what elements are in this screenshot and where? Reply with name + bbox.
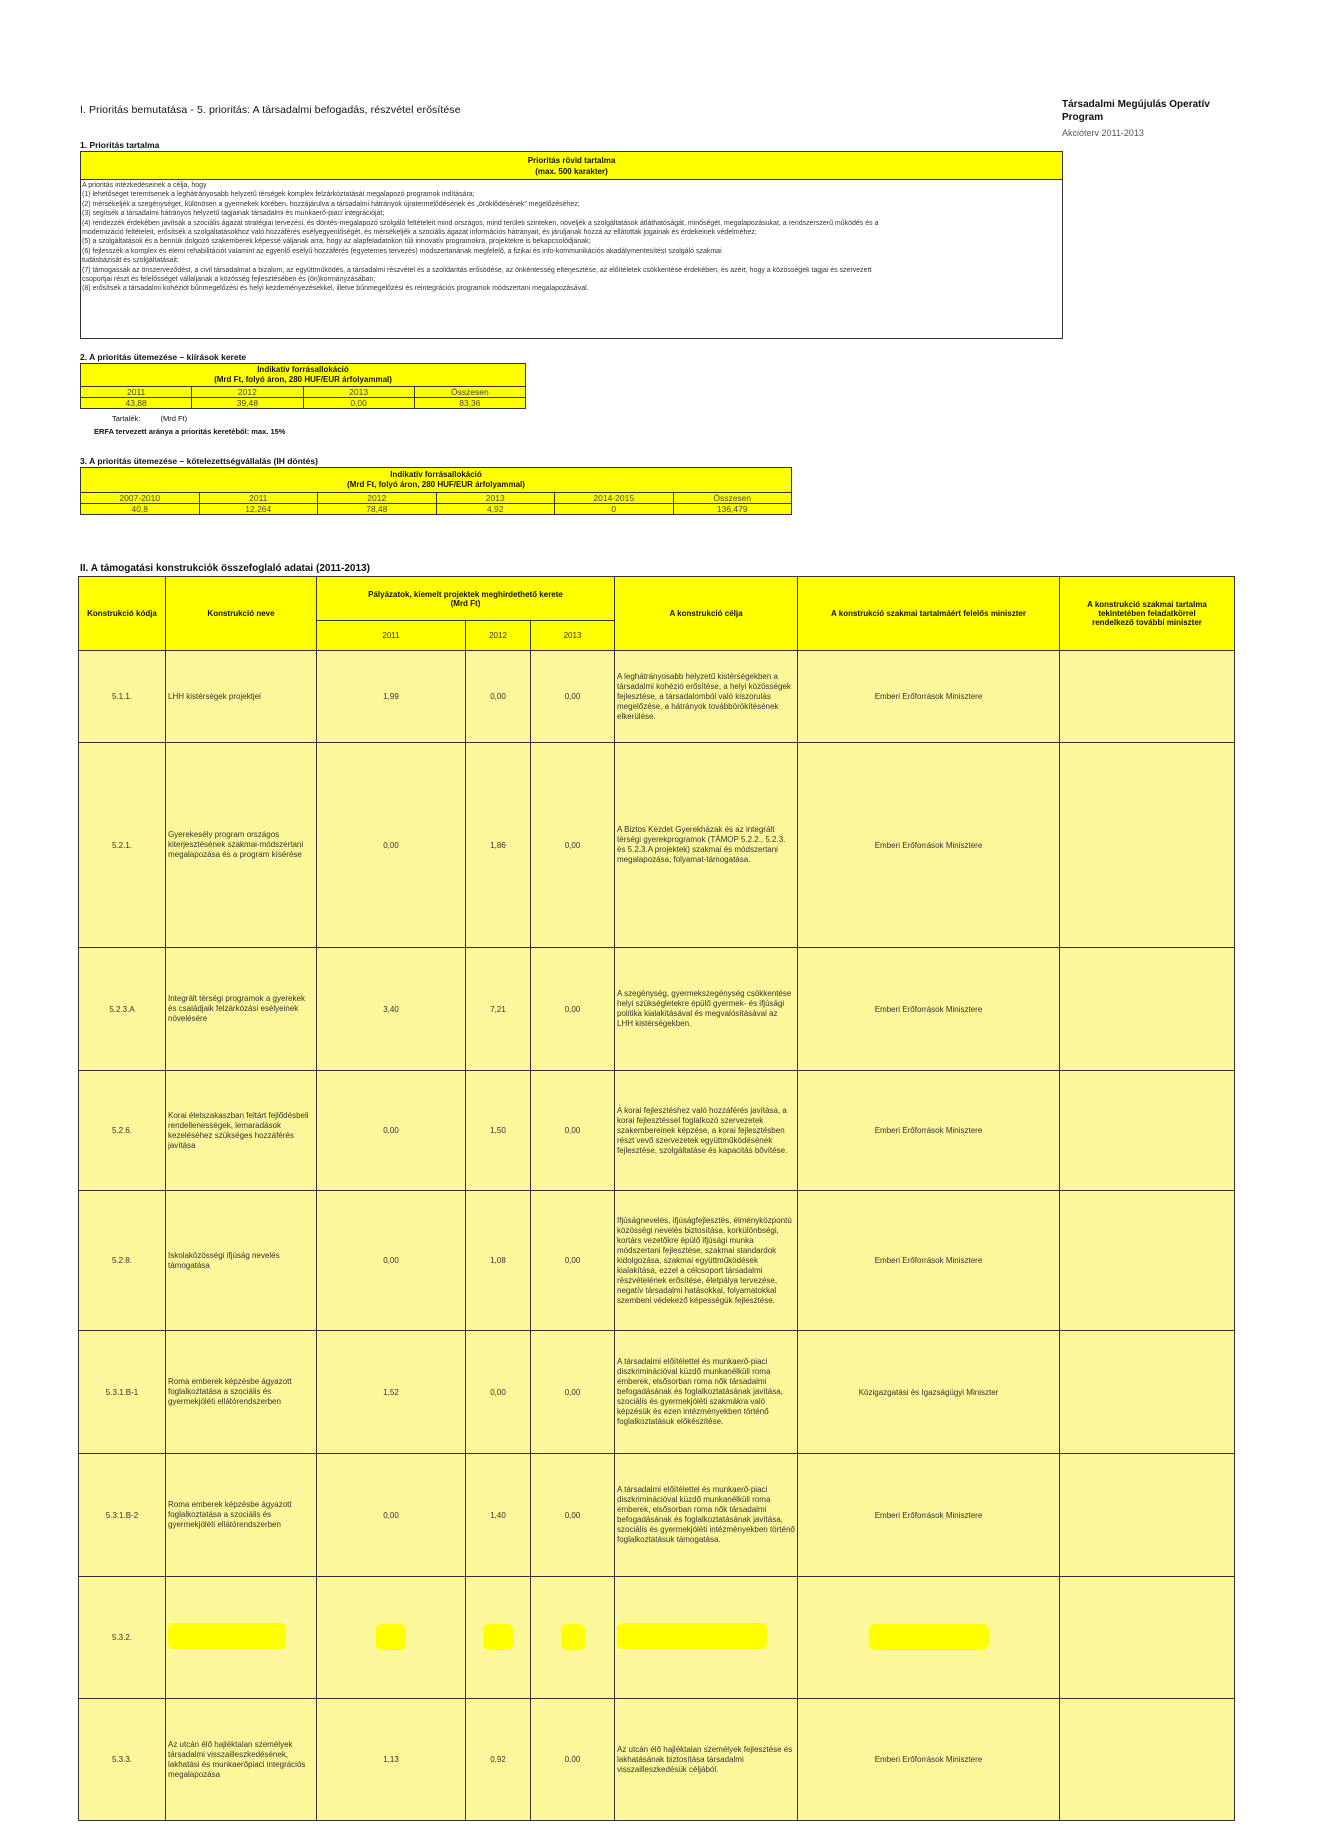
other-minister bbox=[1060, 1577, 1235, 1699]
frame-2013: 0,00 bbox=[531, 1699, 615, 1821]
section3-value: 78,48 bbox=[318, 504, 437, 515]
redacted-block bbox=[869, 1624, 989, 1650]
frame-2011: 1,13 bbox=[317, 1699, 466, 1821]
construction-code: 5.2.3.A bbox=[79, 948, 166, 1071]
priority-summary-line: (4) rendezzék érdekében javítsák a szociális ágazat stratégiai tervezési, és döntés-megalapozó szolgáló feltételeit mind országos, mind területi szinteken, növeljék a szolgáltatások átláthatóságát, minőségét, megalapozásukat, a rendszerszerű működés és a bbox=[82, 219, 879, 227]
col-header-code: Konstrukció kódja bbox=[79, 577, 166, 651]
priority-summary-line: tudásbázisát és szolgáltatásait; bbox=[82, 257, 179, 265]
priority-summary-line: modernizáció feltételeit, erősítsék a szolgáltatásokhoz való hozzáférés esélyegyenlőségét, és mérsékeljék a szociális ágazat információs hátrányait, és járuljanak hozzá az ellátottak jogainak és érdekeinek védelméhez; bbox=[82, 229, 757, 237]
col-header-other-3: rendelkező további miniszter bbox=[1092, 618, 1202, 627]
col-header-frame-2: (Mrd Ft) bbox=[450, 598, 481, 608]
section2-value: 83,36 bbox=[414, 398, 525, 409]
frame-2011: 0,00 bbox=[317, 743, 466, 948]
frame-2011 bbox=[317, 1577, 466, 1699]
priority-summary-line: (6) fejlesszék a komplex és elemi rehabilitációt valamint az egyenlő esélyű hozzáférés (egyetemes tervezés) módszertanának megfelelő, a fizikai és info-kommunikációs akadálymentesítést szolgáló szakmai bbox=[82, 247, 722, 255]
table-row bbox=[79, 1577, 1235, 1699]
frame-2011: 1,52 bbox=[317, 1331, 466, 1454]
section2-table-title bbox=[81, 364, 526, 387]
priority-summary-line: A prioritás intézkedéseinek a célja, hogy bbox=[82, 182, 207, 189]
constructions-table bbox=[78, 576, 1235, 1821]
col-header-goal: A konstrukció célja bbox=[615, 577, 798, 651]
col-header-frame-1: Pályázatok, kiemelt projektek meghirdethető kerete bbox=[368, 589, 563, 599]
table-row bbox=[79, 948, 1235, 1071]
frame-2012: 1,86 bbox=[466, 743, 531, 948]
col-header-name: Konstrukció neve bbox=[166, 577, 317, 651]
priority-summary-text bbox=[81, 180, 1062, 295]
construction-goal: A társadalmi előítélettel és munkaerő-piaci diszkriminációval küzdő munkanélküli roma emberek, elsősorban roma nők társadalmi befogadásának és foglalkoztatásának javítása, szociális és gyermekjóléti intézményekben történő foglalkoztatásuk támogatása. bbox=[615, 1454, 798, 1577]
priority-summary-line: (2) mérsékeljék a szegénységet, különösen a gyermekek körében, hozzájárulva a társadalmi hátrányok újratermelődésének és „öröklődésének” megelőzéséhez; bbox=[82, 200, 580, 208]
table-row bbox=[79, 1191, 1235, 1331]
section3-table-title bbox=[81, 468, 792, 493]
redacted-block bbox=[168, 1623, 286, 1649]
frame-2012 bbox=[466, 1577, 531, 1699]
frame-2011: 0,00 bbox=[317, 1454, 466, 1577]
table-row bbox=[79, 1454, 1235, 1577]
responsible-minister: Közigazgatási és Igazságügyi Miniszter bbox=[798, 1331, 1060, 1454]
other-minister bbox=[1060, 1454, 1235, 1577]
reserve-unit: (Mrd Ft) bbox=[160, 414, 188, 423]
priority-summary-line: (8) erősítsék a társadalmi kohéziót bűnmegelőzési és helyi kezdeményezésekkel, illetve bűnmegelőzési és reintegrációs programok módszertani megalapozásával. bbox=[82, 285, 589, 293]
erfa-note: ERFA tervezett aránya a prioritás keretéből: max. 15% bbox=[94, 427, 286, 436]
priority-summary-line: (3) segítsék a társadalmi hátrányos helyzetű tagjainak társadalmi és munkaerő-piaci integrációját; bbox=[82, 210, 385, 218]
section3-value: 0 bbox=[555, 504, 674, 515]
section2-title-1: Indikatív forrásallokáció bbox=[257, 365, 349, 374]
col-header-year-2011: 2011 bbox=[317, 621, 466, 651]
frame-2012: 1,50 bbox=[466, 1071, 531, 1191]
frame-2012: 0,00 bbox=[466, 1331, 531, 1454]
construction-goal: A korai fejlesztéshez való hozzáférés javítása, a korai fejlesztéssel foglalkozó szervezetek szakembereinek képzése, a korai fejlesztésben részt vevő szervezetek együttműködésének fejlesztése, szolgáltatáse és kapacitás bővítése. bbox=[615, 1071, 798, 1191]
construction-code: 5.1.1. bbox=[79, 651, 166, 743]
responsible-minister: Emberi Erőforrások Minisztere bbox=[798, 1071, 1060, 1191]
section2-col-header: 2013 bbox=[303, 387, 414, 398]
construction-name: Iskolaközösségi ifjúság nevelés támogatása bbox=[166, 1191, 317, 1331]
other-minister bbox=[1060, 1191, 1235, 1331]
other-minister bbox=[1060, 1071, 1235, 1191]
responsible-minister: Emberi Erőforrások Minisztere bbox=[798, 1699, 1060, 1821]
section3-heading: 3. A prioritás ütemezése – kötelezettségvállalás (IH döntés) bbox=[80, 456, 318, 466]
frame-2013: 0,00 bbox=[531, 651, 615, 743]
priority-summary-box bbox=[80, 151, 1063, 339]
frame-2012: 0,92 bbox=[466, 1699, 531, 1821]
frame-2012: 1,08 bbox=[466, 1191, 531, 1331]
table-row bbox=[79, 651, 1235, 743]
section2-value: 43,88 bbox=[81, 398, 192, 409]
frame-2012: 1,40 bbox=[466, 1454, 531, 1577]
other-minister bbox=[1060, 1331, 1235, 1454]
responsible-minister: Emberi Erőforrások Minisztere bbox=[798, 743, 1060, 948]
col-header-frame bbox=[317, 577, 615, 621]
construction-name: Integrált térségi programok a gyerekek és családjaik felzárkózási esélyeinek növelésére bbox=[166, 948, 317, 1071]
reserve-label-text: Tartalék: bbox=[112, 414, 141, 423]
priority-summary-header bbox=[81, 152, 1062, 180]
construction-code: 5.3.3. bbox=[79, 1699, 166, 1821]
other-minister bbox=[1060, 948, 1235, 1071]
table-row bbox=[79, 1071, 1235, 1191]
section3-title-1: Indikatív forrásallokáció bbox=[390, 470, 482, 479]
frame-2013: 0,00 bbox=[531, 1071, 615, 1191]
section3-value: 40,8 bbox=[81, 504, 200, 515]
other-minister bbox=[1060, 1699, 1235, 1821]
table-row bbox=[79, 1699, 1235, 1821]
section2-heading: 2. A prioritás ütemezése – kiírások kerete bbox=[80, 352, 247, 362]
col-header-other-minister bbox=[1060, 577, 1235, 651]
table-row bbox=[79, 1331, 1235, 1454]
frame-2013: 0,00 bbox=[531, 743, 615, 948]
section2-title-2: (Mrd Ft, folyó áron, 280 HUF/EUR árfolyammal) bbox=[214, 375, 392, 384]
construction-name: Az utcán élő hajléktalan személyek társadalmi visszailleszkedésének, lakhatási és munkaerőpiaci integrációs megalapozása bbox=[166, 1699, 317, 1821]
section3-value: 136,479 bbox=[673, 504, 792, 515]
frame-2011: 3,40 bbox=[317, 948, 466, 1071]
construction-code: 5.2.6. bbox=[79, 1071, 166, 1191]
redacted-block bbox=[376, 1624, 406, 1650]
section2-table bbox=[80, 363, 526, 409]
col-header-other-2: tekintetében feladatkörrel bbox=[1098, 609, 1196, 618]
construction-name: Korai életszakaszban feltárt fejlődésbeli rendellenességek, lemaradások kezeléséhez szükséges hozzáférés javítása bbox=[166, 1071, 317, 1191]
col-header-year-2012: 2012 bbox=[466, 621, 531, 651]
section3-title-2: (Mrd Ft, folyó áron, 280 HUF/EUR árfolyammal) bbox=[347, 480, 525, 489]
frame-2013: 0,00 bbox=[531, 1331, 615, 1454]
priority-summary-line: (5) a szolgáltatások és a bennük dolgozó szakemberek képessé váljanak arra, hogy az alapfeladatokon túli innovatív programokra, projektekre is bekapcsolódjanak; bbox=[82, 238, 591, 246]
section2-value: 39,48 bbox=[192, 398, 303, 409]
section4-heading: II. A támogatási konstrukciók összefoglaló adatai (2011-2013) bbox=[80, 563, 370, 574]
section3-col-header: 2014-2015 bbox=[555, 493, 674, 504]
section2-col-header: 2012 bbox=[192, 387, 303, 398]
frame-2013: 0,00 bbox=[531, 1191, 615, 1331]
responsible-minister: Emberi Erőforrások Minisztere bbox=[798, 948, 1060, 1071]
section2-col-header: Összesen bbox=[414, 387, 525, 398]
construction-code: 5.2.8. bbox=[79, 1191, 166, 1331]
redacted-block bbox=[483, 1624, 513, 1650]
construction-goal: Ifjúságnevelés, ifjúságfejlesztés, élményközpontú közösségi nevelés biztosítása, korkülönbségi, kortárs vezetőkre épülő ifjúsági munka módszertani fejlesztése, szakmai standardok kidolgozása, szakmai együttműködések kialakítása, ezzel a célcsoport társadalmi részvételének erősítése, életpálya tervezése, negatív társadalmi hatásokkal, folyamatokkal szembeni védekező képességük fejlesztése. bbox=[615, 1191, 798, 1331]
construction-name bbox=[166, 1577, 317, 1699]
construction-code: 5.3.1.B-1 bbox=[79, 1331, 166, 1454]
section3-col-header: 2007-2010 bbox=[81, 493, 200, 504]
responsible-minister: Emberi Erőforrások Minisztere bbox=[798, 1191, 1060, 1331]
construction-goal: A szegénység, gyermekszegénység csökkentése helyi szükségletekre épülő gyermek- és ifjúsági politika kialakításával és megvalósításával az LHH kistérségekben. bbox=[615, 948, 798, 1071]
construction-goal: A leghátrányosabb helyzetű kistérségekben a társadalmi kohézió erősítése, a helyi közösségek fejlesztése, a társadalomból való kiszorulás megelőzése, a hátrányok továbbörökítésének elkerülése. bbox=[615, 651, 798, 743]
priority-summary-line: (7) támogassák az önszerveződést, a civil társadalmat a bizalom, az együttműködés, a társadalmi részvétel és a szolidaritás erősödése, az önkéntesség elterjesztése, az előítéletek csökkentése érdekében, és azért, hogy a közösségek tagjai és szervezett bbox=[82, 266, 872, 274]
construction-code: 5.2.1. bbox=[79, 743, 166, 948]
section3-col-header: 2013 bbox=[436, 493, 555, 504]
section3-value: 4,92 bbox=[436, 504, 555, 515]
page-title: I. Prioritás bemutatása - 5. prioritás: A társadalmi befogadás, részvétel erősítése bbox=[80, 104, 461, 116]
frame-2011: 1,99 bbox=[317, 651, 466, 743]
frame-2011: 0,00 bbox=[317, 1191, 466, 1331]
section3-table bbox=[80, 467, 792, 515]
priority-summary-limit: (max. 500 karakter) bbox=[535, 167, 608, 176]
program-plan: Akcióterv 2011-2013 bbox=[1062, 128, 1144, 138]
program-name: Társadalmi Megújulás Operatív Program bbox=[1062, 99, 1210, 123]
col-header-minister: A konstrukció szakmai tartalmáért felelős miniszter bbox=[798, 577, 1060, 651]
section3-col-header: 2011 bbox=[199, 493, 318, 504]
priority-summary-line: (1) lehetőséget teremtsenek a leghátrányosabb helyzetű térségek komplex felzárkóztatását megalapozó programok indítására; bbox=[82, 191, 475, 199]
col-header-year-2013: 2013 bbox=[531, 621, 615, 651]
construction-name: LHH kistérségek projektjei bbox=[166, 651, 317, 743]
construction-goal bbox=[615, 1577, 798, 1699]
construction-goal: A Biztos Kezdet Gyerekházak és az integrált térségi gyerekprogramok (TÁMOP 5.2.2., 5.2.3. és 5.2.3.A projektek) szakmai és módszertani megalapozása, folyamat-támogatása. bbox=[615, 743, 798, 948]
priority-summary-line: csoportjai részt és felelősséget vállaljanak a közösség fejlesztésében és (ön)kormányzásában; bbox=[82, 276, 376, 284]
frame-2011: 0,00 bbox=[317, 1071, 466, 1191]
col-header-other-1: A konstrukció szakmai tartalma bbox=[1087, 600, 1207, 609]
frame-2012: 0,00 bbox=[466, 651, 531, 743]
construction-goal: A társadalmi előítélettel és munkaerő-piaci diszkriminációval küzdő munkanélküli roma emberek, elsősorban roma nők társadalmi befogadásának és foglalkoztatásának javítása, szociális és gyermekjóléti szakmákra való képzésük és ezen intézményekben történő foglalkoztatásuk előkészítése. bbox=[615, 1331, 798, 1454]
construction-name: Roma emberek képzésbe ágyazott foglalkoztatása a szociális és gyermekjóléti ellátórendszerben bbox=[166, 1331, 317, 1454]
redacted-block bbox=[561, 1624, 585, 1650]
section3-col-header: Összesen bbox=[673, 493, 792, 504]
frame-2013: 0,00 bbox=[531, 1454, 615, 1577]
other-minister bbox=[1060, 651, 1235, 743]
frame-2013: 0,00 bbox=[531, 948, 615, 1071]
construction-goal: Az utcán élő hajléktalan személyek fejlesztése és lakhatásának biztosítása társadalmi visszailleszkedésük céljából. bbox=[615, 1699, 798, 1821]
construction-code: 5.3.2. bbox=[79, 1577, 166, 1699]
responsible-minister: Emberi Erőforrások Minisztere bbox=[798, 1454, 1060, 1577]
other-minister bbox=[1060, 743, 1235, 948]
section2-col-header: 2011 bbox=[81, 387, 192, 398]
frame-2013 bbox=[531, 1577, 615, 1699]
table-row bbox=[79, 743, 1235, 948]
priority-summary-title: Prioritás rövid tartalma bbox=[527, 156, 616, 165]
section2-value: 0,00 bbox=[303, 398, 414, 409]
construction-name: Gyerekesély program országos kiterjesztésének szakmai-módszertani megalapozása és a program kísérése bbox=[166, 743, 317, 948]
section3-col-header: 2012 bbox=[318, 493, 437, 504]
frame-2012: 7,21 bbox=[466, 948, 531, 1071]
redacted-block bbox=[617, 1623, 767, 1649]
section1-heading: 1. Prioritás tartalma bbox=[80, 140, 160, 150]
construction-name: Roma emberek képzésbe ágyazott foglalkoztatása a szociális és gyermekjóléti ellátórendszerben bbox=[166, 1454, 317, 1577]
responsible-minister: Emberi Erőforrások Minisztere bbox=[798, 651, 1060, 743]
section3-value: 12,264 bbox=[199, 504, 318, 515]
responsible-minister bbox=[798, 1577, 1060, 1699]
reserve-label bbox=[112, 414, 187, 423]
construction-code: 5.3.1.B-2 bbox=[79, 1454, 166, 1577]
